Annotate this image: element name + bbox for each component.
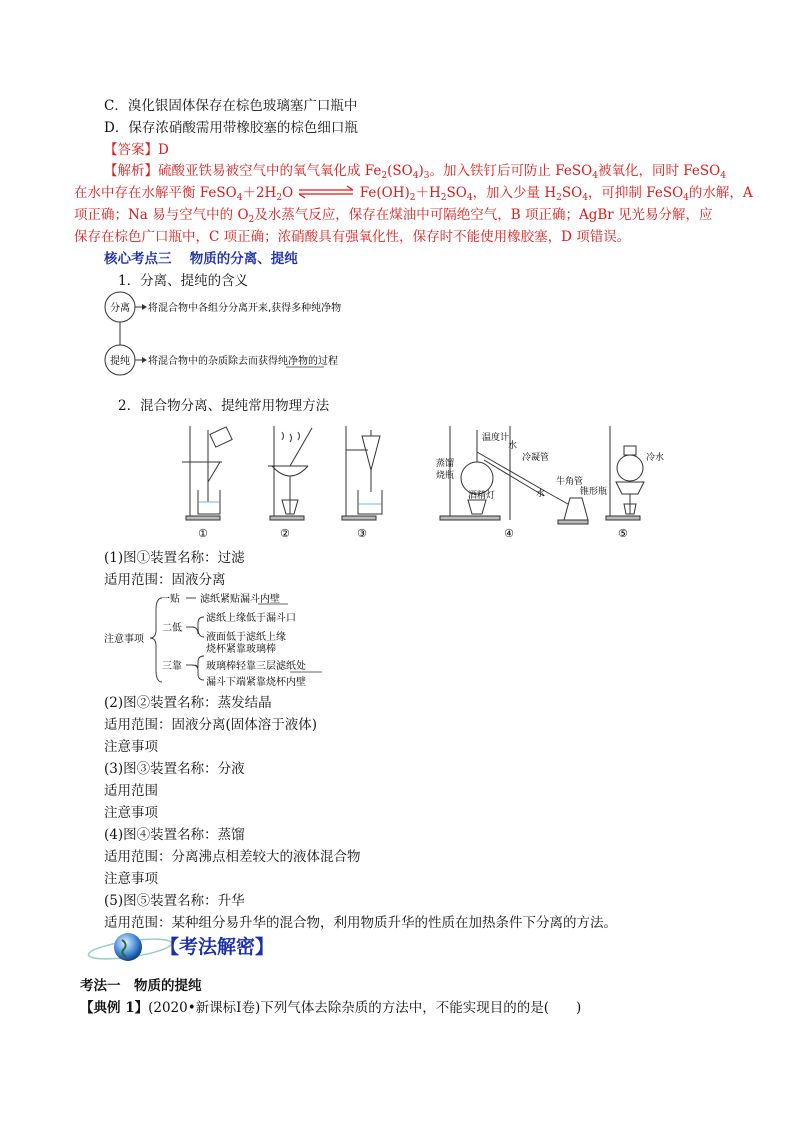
concept-purification-label: 提纯 (110, 356, 130, 367)
label-water-out: 水 (536, 489, 546, 499)
figure-label-3: ③ (357, 527, 367, 540)
note-two-a: 滤纸上缘低于漏斗口 (206, 613, 296, 624)
note-group-one: 一贴 (160, 594, 180, 605)
p4-name: (4)图④装置名称：蒸馏 (104, 827, 245, 843)
p4-note: 注意事项 (104, 871, 158, 887)
method-1-title: 考法一 物质的提纯 (80, 978, 202, 994)
label-distilling-flask-1: 蒸馏 (436, 459, 455, 469)
p1-scope: 适用范围：固液分离 (104, 572, 226, 588)
p3-note: 注意事项 (104, 805, 158, 821)
figure-label-5: ⑤ (618, 527, 628, 540)
notes-title: 注意事项 (104, 634, 144, 645)
figure-label-2: ② (280, 527, 290, 540)
p5-scope: 适用范围：某种组分易升华的混合物，利用物质升华的性质在加热条件下分离的方法。 (104, 915, 617, 931)
concept-separation-label: 分离 (110, 303, 130, 314)
p5-name: (5)图⑤装置名称：升华 (104, 893, 245, 909)
note-group-three: 三靠 (162, 661, 182, 672)
banner-title: 【考法解密】 (160, 936, 275, 958)
analysis-line-2: 在水中存在水解平衡 $FeSO_4+2H_2O$ $Fe(OH)_2+H_2SO_4$，加入少量 $H_2SO_4$，可抑制 FeSO$_4$的水解，A (74, 185, 753, 203)
section-title: 核心考点三 物质的分离、提纯 (104, 251, 298, 267)
label-thermometer: 温度计 (482, 433, 510, 443)
option-c: C．溴化银固体保存在棕色玻璃塞广口瓶中 (104, 98, 358, 114)
apparatus-figure (172, 420, 665, 545)
p2-name: (2)图②装置名称：蒸发结晶 (104, 695, 272, 711)
note-three-c: 漏斗下端紧靠烧杯内壁 (206, 677, 306, 688)
item-2-heading: 2．混合物分离、提纯常用物理方法 (118, 398, 330, 414)
separation-concept-diagram (100, 290, 380, 380)
answer: 【答案】D (104, 142, 169, 158)
note-one-text: 滤纸紧贴漏斗内壁 (200, 594, 280, 605)
analysis-line-4: 保存在棕色广口瓶中，C 项正确；浓硝酸具有强氧化性，保存时不能使用橡胶塞，D 项错误。 (74, 229, 631, 245)
label-water-in: 水 (508, 441, 518, 451)
note-two-b: 液面低于滤纸上缘 (206, 632, 286, 643)
p1-name: (1)图①装置名称：过滤 (104, 550, 245, 566)
note-three-b: 玻璃棒轻靠三层滤纸处 (206, 661, 306, 672)
example-1: 【典例 1】(2020•新课标Ⅰ卷)下列气体去除杂质的方法中，不能实现目的的是( ) (80, 1000, 582, 1016)
note-three-a: 烧杯紧靠玻璃棒 (206, 644, 276, 655)
concept-purification-desc: 将混合物中的杂质除去而获得纯净物的过程 (148, 356, 338, 367)
analysis-line-1: 【解析】硫酸亚铁易被空气中的氧气氧化成 $Fe_2(SO_4)_3$。加入铁钉后可防止 FeSO$_4$被氧化，同时 FeSO$_4$ (104, 163, 726, 181)
filtration-notes-diagram (100, 590, 350, 690)
label-conical-flask: 锥形瓶 (580, 487, 608, 497)
label-distilling-flask-2: 烧瓶 (436, 471, 455, 481)
label-condenser: 冷凝管 (522, 453, 550, 463)
p2-note: 注意事项 (104, 739, 158, 755)
p2-scope: 适用范围：固液分离(固体溶于液体) (104, 717, 318, 733)
note-group-two: 二低 (162, 623, 182, 634)
concept-separation-desc: 将混合物中各组分分离开来,获得多种纯净物 (148, 303, 342, 314)
p3-name: (3)图③装置名称：分液 (104, 761, 245, 777)
label-alcohol-lamp: 酒精灯 (468, 491, 496, 501)
analysis-line-3: 项正确；Na 易与空气中的 $O_2$及水蒸气反应，保存在煤油中可隔绝空气，B 项正确；AgBr 见光易分解，应 (74, 207, 713, 225)
p4-scope: 适用范围：分离沸点相差较大的液体混合物 (104, 849, 361, 865)
figure-label-4: ④ (504, 527, 514, 540)
equilibrium-arrow-icon (297, 185, 355, 199)
figure-label-1: ① (198, 527, 208, 540)
label-cold-water: 冷水 (646, 453, 665, 463)
option-d: D．保存浓硝酸需用带橡胶塞的棕色细口瓶 (104, 120, 358, 136)
p3-scope: 适用范围 (104, 783, 158, 799)
item-1-heading: 1．分离、提纯的含义 (118, 273, 249, 289)
label-adapter: 牛角管 (556, 477, 584, 487)
